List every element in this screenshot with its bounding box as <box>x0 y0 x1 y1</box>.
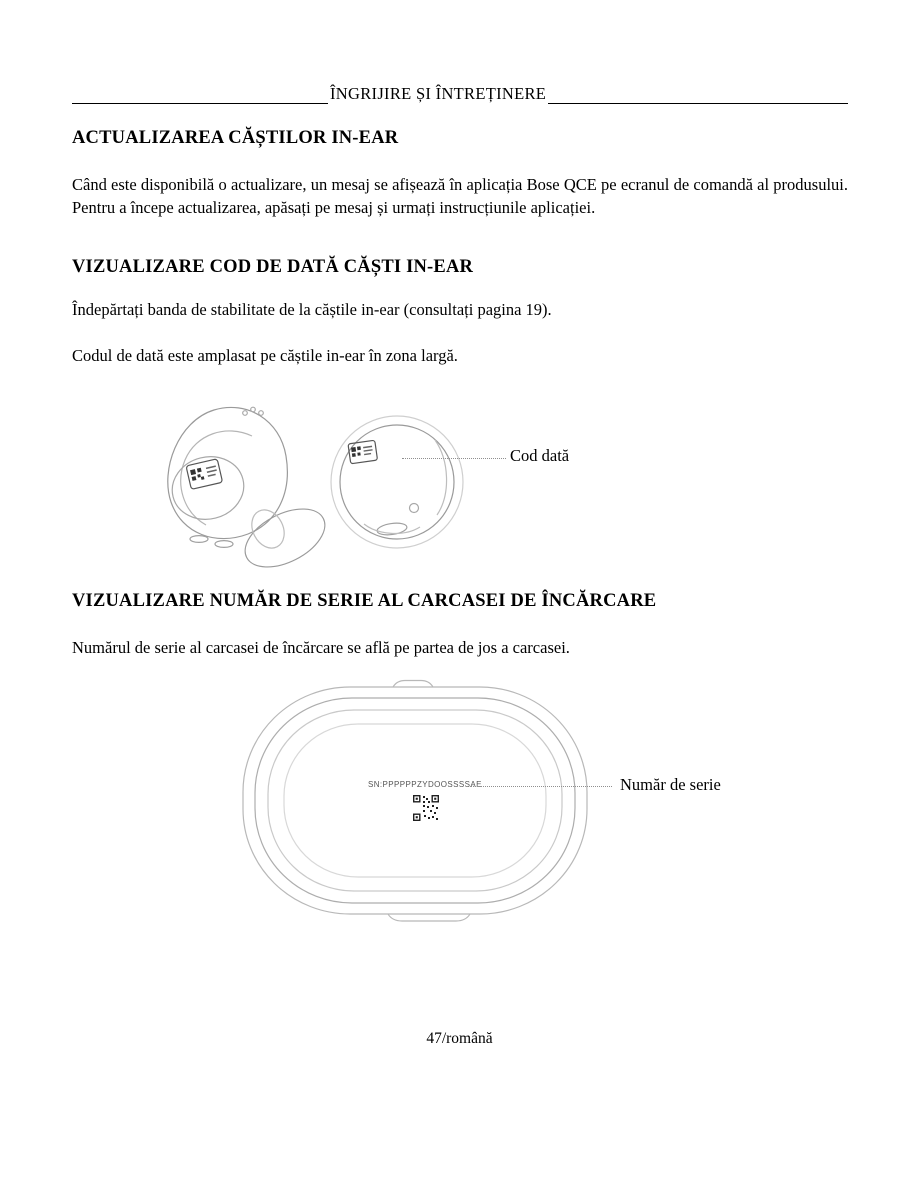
paragraph-date-code-location: Codul de dată este amplasat pe căștile in-ear în zona largă. <box>72 346 458 365</box>
paragraph-serial-location: Numărul de serie al carcasei de încărcare se află pe partea de jos a carcasei. <box>72 638 570 657</box>
earbuds-figure <box>72 398 848 590</box>
qr-code-icon <box>351 446 362 457</box>
ear-tip <box>236 497 334 579</box>
qr-code-icon <box>413 795 439 821</box>
date-code-leader-line <box>402 458 506 459</box>
case-figure <box>72 672 848 928</box>
charging-case-illustration <box>240 677 590 925</box>
serial-leader-line <box>470 786 612 787</box>
serial-callout: Număr de serie <box>620 775 721 794</box>
page-header <box>72 84 848 104</box>
left-earbud <box>166 407 335 579</box>
mic-grille-dot <box>259 411 264 416</box>
page-number: 47/română <box>426 1030 493 1047</box>
paragraph-update: Când este disponibilă o actualizare, un mesaj se afișează în aplicația Bose QCE pe ecranul de comandă al produsului. Pentru a începe actualizarea, apăsați pe mesaj și urmați instrucțiunile aplicației. <box>72 175 848 217</box>
header-rule-left <box>72 84 328 104</box>
mic-grille-dot <box>251 407 256 412</box>
right-earbud <box>331 416 463 548</box>
header-rule-right <box>548 84 848 104</box>
mic-grille-dot <box>243 411 248 416</box>
section-heading-serial: VIZUALIZARE NUMĂR DE SERIE AL CARCASEI DE ÎNCĂRCARE <box>72 591 657 611</box>
section-heading-date-code: VIZUALIZARE COD DE DATĂ CĂȘTI IN-EAR <box>72 257 474 277</box>
case-front-tab <box>388 914 470 921</box>
date-code-label-left <box>186 459 223 490</box>
section-heading-update: ACTUALIZAREA CĂȘTILOR IN-EAR <box>72 128 399 148</box>
earbuds-illustration <box>152 398 492 588</box>
header-title: ÎNGRIJIRE ȘI ÎNTREȚINERE <box>330 84 547 103</box>
qr-code-icon <box>190 467 204 481</box>
case-hinge-tab <box>393 681 433 688</box>
date-code-callout: Cod dată <box>510 446 570 465</box>
date-code-label-right <box>348 440 378 464</box>
paragraph-remove-band: Îndepărtați banda de stabilitate de la căștile in-ear (consultați pagina 19). <box>72 300 552 319</box>
serial-number-text: SN:PPPPPPZYDOOSSSSAE <box>368 780 482 789</box>
